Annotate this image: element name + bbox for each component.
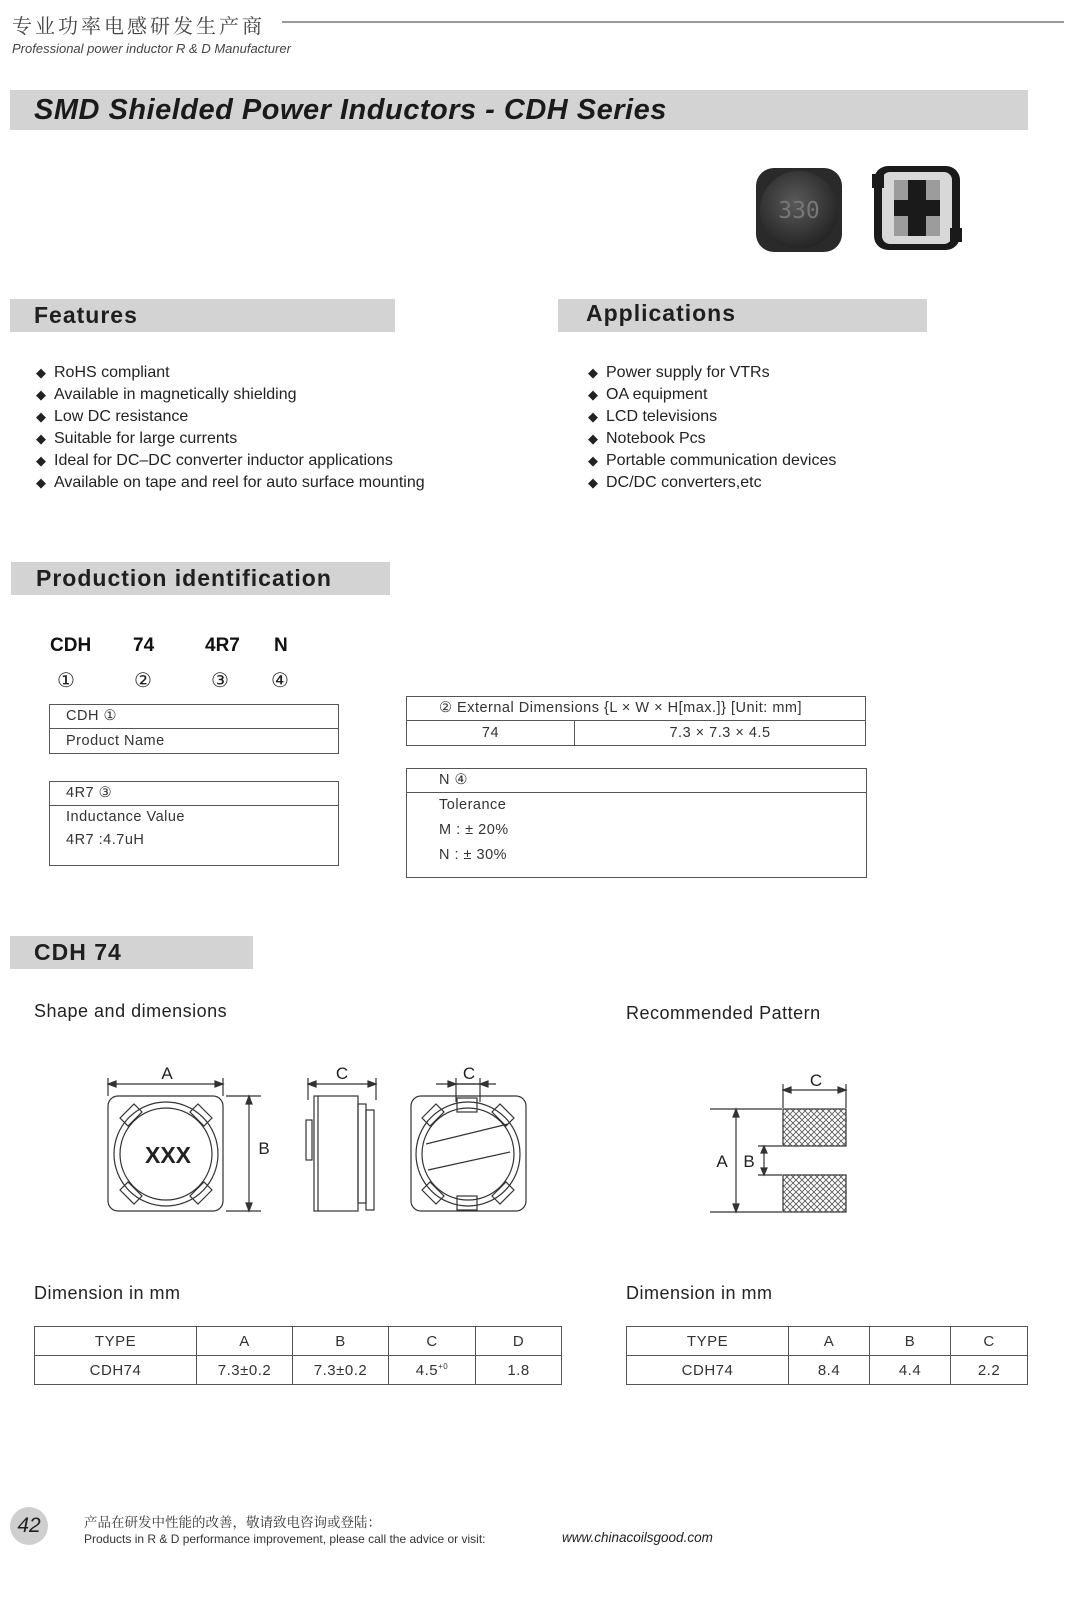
feature-item: ◆ Available in magnetically shielding [36,384,425,406]
diamond-bullet-icon: ◆ [588,431,598,446]
label-b: B [258,1139,270,1158]
features-list [36,362,425,494]
box-line: Product Name [66,733,165,749]
box-line: N : ± 30% [439,847,508,863]
footer-cn: 产品在研发中性能的改善，敬请致电咨询或登陆： [84,1515,381,1531]
table-cell: 7.3±0.2 [293,1356,389,1385]
feature-item: ◆ Available on tape and reel for auto surface mounting [36,472,425,494]
diamond-bullet-icon: ◆ [36,431,46,446]
tolerance-box [406,768,867,878]
diamond-bullet-icon: ◆ [36,475,46,490]
code-series: CDH [50,635,92,656]
table-row [627,1356,1028,1385]
feature-item: ◆ Ideal for DC–DC converter inductor applications [36,450,425,472]
table-header: B [293,1327,389,1356]
box-row [407,721,865,745]
application-item: ◆ Power supply for VTRs [588,362,836,384]
application-item: ◆ Notebook Pcs [588,428,836,450]
inductor-top-photo [756,168,842,252]
code-dimension: 74 [133,635,155,656]
diamond-bullet-icon: ◆ [588,387,598,402]
label-c-bottom: C [462,1064,476,1083]
table-header: C [389,1327,476,1356]
inductance-box [49,781,339,866]
applications-list [588,362,836,494]
box-line: Tolerance [439,797,507,813]
dimension-code: 74 [407,721,575,745]
pattern-drawing [700,1066,860,1220]
table-header: A [197,1327,293,1356]
header-en: Professional power inductor R & D Manufacturer [12,41,291,56]
external-dimensions-box [406,696,866,746]
box-line: M : ± 20% [439,822,509,838]
dim-title-left: Dimension in mm [34,1283,181,1303]
footer-url[interactable]: www.chinacoilsgood.com [562,1530,713,1545]
inductor-bottom-photo [872,166,962,250]
application-item: ◆ LCD televisions [588,406,836,428]
dim-title-right: Dimension in mm [626,1283,773,1303]
circled-number: ④ [271,668,289,692]
diamond-bullet-icon: ◆ [588,475,598,490]
c-tolerance: +0 [438,1361,449,1371]
application-item: ◆ OA equipment [588,384,836,406]
product-photo [752,160,966,256]
code-tolerance: N [274,635,288,656]
table-header: D [476,1327,562,1356]
pattern-label-a: A [716,1152,728,1171]
shape-drawing [96,1060,536,1220]
table-cell: 1.8 [476,1356,562,1385]
box-head: ② External Dimensions {L × W × H[max.]} [Unit: mm] [407,697,865,721]
pattern-label-c: C [809,1071,823,1090]
photo-marking: 330 [778,198,820,224]
table-cell: 7.3±0.2 [197,1356,293,1385]
applications-heading: Applications [586,300,737,326]
table-header: C [951,1327,1028,1356]
table-cell: 8.4 [789,1356,870,1385]
table-header: TYPE [627,1327,789,1356]
diamond-bullet-icon: ◆ [588,365,598,380]
marking-text: XXX [144,1142,192,1168]
table-cell: 4.4 [870,1356,951,1385]
box-head: CDH ① [50,705,338,729]
code-inductance: 4R7 [205,635,240,656]
table-row [35,1356,562,1385]
shape-title: Shape and dimensions [34,1001,228,1021]
feature-item: ◆ Suitable for large currents [36,428,425,450]
table-header: A [789,1327,870,1356]
circled-number: ① [57,668,75,692]
application-item: ◆ Portable communication devices [588,450,836,472]
table-header: B [870,1327,951,1356]
page-title: SMD Shielded Power Inductors - CDH Series [34,94,667,126]
product-name-box [49,704,339,754]
table-cell: CDH74 [35,1356,197,1385]
table-cell [389,1356,476,1385]
table-cell: 2.2 [951,1356,1028,1385]
circled-number: ② [134,668,152,692]
diamond-bullet-icon: ◆ [36,409,46,424]
box-line: 4R7 :4.7uH [66,832,145,848]
header-rule [282,21,1064,23]
label-a: A [161,1064,173,1083]
c-value: 4.5 [415,1361,439,1379]
box-head: 4R7 ③ [50,782,338,806]
diamond-bullet-icon: ◆ [588,453,598,468]
diamond-bullet-icon: ◆ [36,365,46,380]
diamond-bullet-icon: ◆ [588,409,598,424]
feature-item: ◆ RoHS compliant [36,362,425,384]
dimension-table-left [34,1326,562,1385]
table-header: TYPE [35,1327,197,1356]
diamond-bullet-icon: ◆ [36,387,46,402]
table-header-row [35,1327,562,1356]
cdh74-heading: CDH 74 [34,939,122,965]
production-heading: Production identification [36,565,332,591]
circled-number: ③ [211,668,229,692]
label-c-side: C [335,1064,349,1083]
box-head: N ④ [407,769,866,793]
dimension-value: 7.3 × 7.3 × 4.5 [669,725,771,741]
table-header-row [627,1327,1028,1356]
page-number: 42 [10,1507,48,1545]
box-line: Inductance Value [66,809,185,825]
feature-item: ◆ Low DC resistance [36,406,425,428]
diamond-bullet-icon: ◆ [36,453,46,468]
pattern-title: Recommended Pattern [626,1003,821,1023]
features-heading: Features [34,302,138,328]
application-item: ◆ DC/DC converters,etc [588,472,836,494]
header-cn: 专业功率电感研发生产商 [12,14,265,38]
footer-en: Products in R & D performance improvement, please call the advice or visit: [84,1532,486,1546]
dimension-table-right [626,1326,1028,1385]
pattern-label-b: B [743,1152,755,1171]
table-cell: CDH74 [627,1356,789,1385]
